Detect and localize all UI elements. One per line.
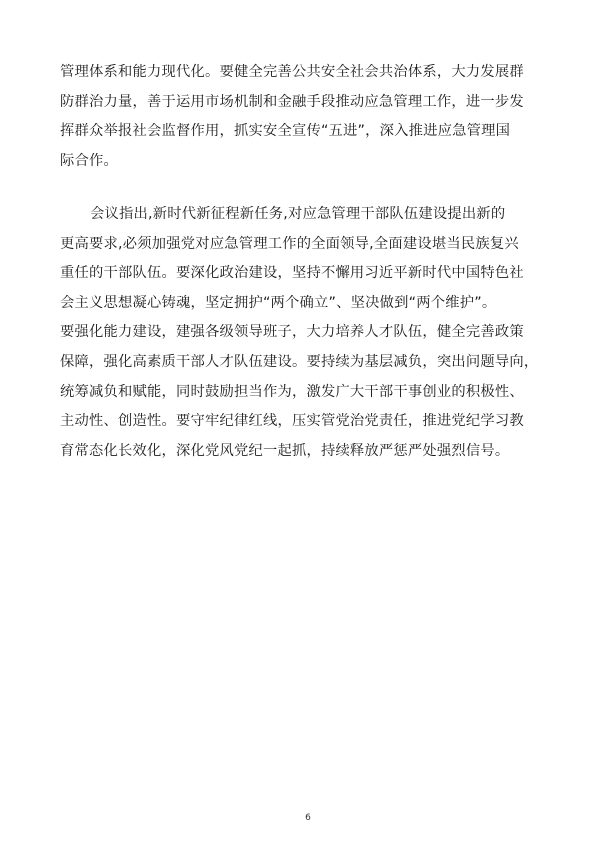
paragraph-line: 更高要求,必须加强党对应急管理工作的全面领导,全面建设堪当民族复兴 xyxy=(60,235,519,252)
paragraph-1 xyxy=(60,58,556,176)
paragraph-2 xyxy=(60,200,556,466)
paragraph-line: 保障，强化高素质干部人才队伍建设。要持续为基层减负，突出问题导向， xyxy=(60,353,539,370)
paragraph-line: 挥群众举报社会监督作用，抓实安全宣传“五进”，深入推进应急管理国 xyxy=(60,123,511,140)
paragraph-line: 会主义思想凝心铸魂，坚定拥护“两个确立”、坚决做到“两个维护”。 xyxy=(60,294,497,311)
paragraph-line: 会议指出,新时代新征程新任务,对应急管理干部队伍建设提出新的 xyxy=(90,206,506,222)
page-number: 6 xyxy=(305,813,311,823)
paragraph-line: 统筹减负和赋能，同时鼓励担当作为，激发广大干部干事创业的积极性、 xyxy=(60,383,524,400)
paragraph-line: 主动性、创造性。要守牢纪律红线，压实管党治党责任，推进党纪学习教 xyxy=(60,413,524,430)
paragraph-line: 管理体系和能力现代化。要健全完善公共安全社会共治体系，大力发展群 xyxy=(60,64,524,80)
paragraph-line: 防群治力量，善于运用市场机制和金融手段推动应急管理工作，进一步发 xyxy=(60,93,524,110)
paragraph-line: 要强化能力建设，建强各级领导班子，大力培养人才队伍，健全完善政策 xyxy=(60,324,524,341)
paragraph-line: 育常态化长效化，深化党风党纪一起抓，持续释放严惩严处强烈信号。 xyxy=(60,442,510,459)
paragraph-line: 际合作。 xyxy=(60,152,118,169)
paragraph-line: 重任的干部队伍。要深化政治建设，坚持不懈用习近平新时代中国特色社 xyxy=(60,265,524,282)
